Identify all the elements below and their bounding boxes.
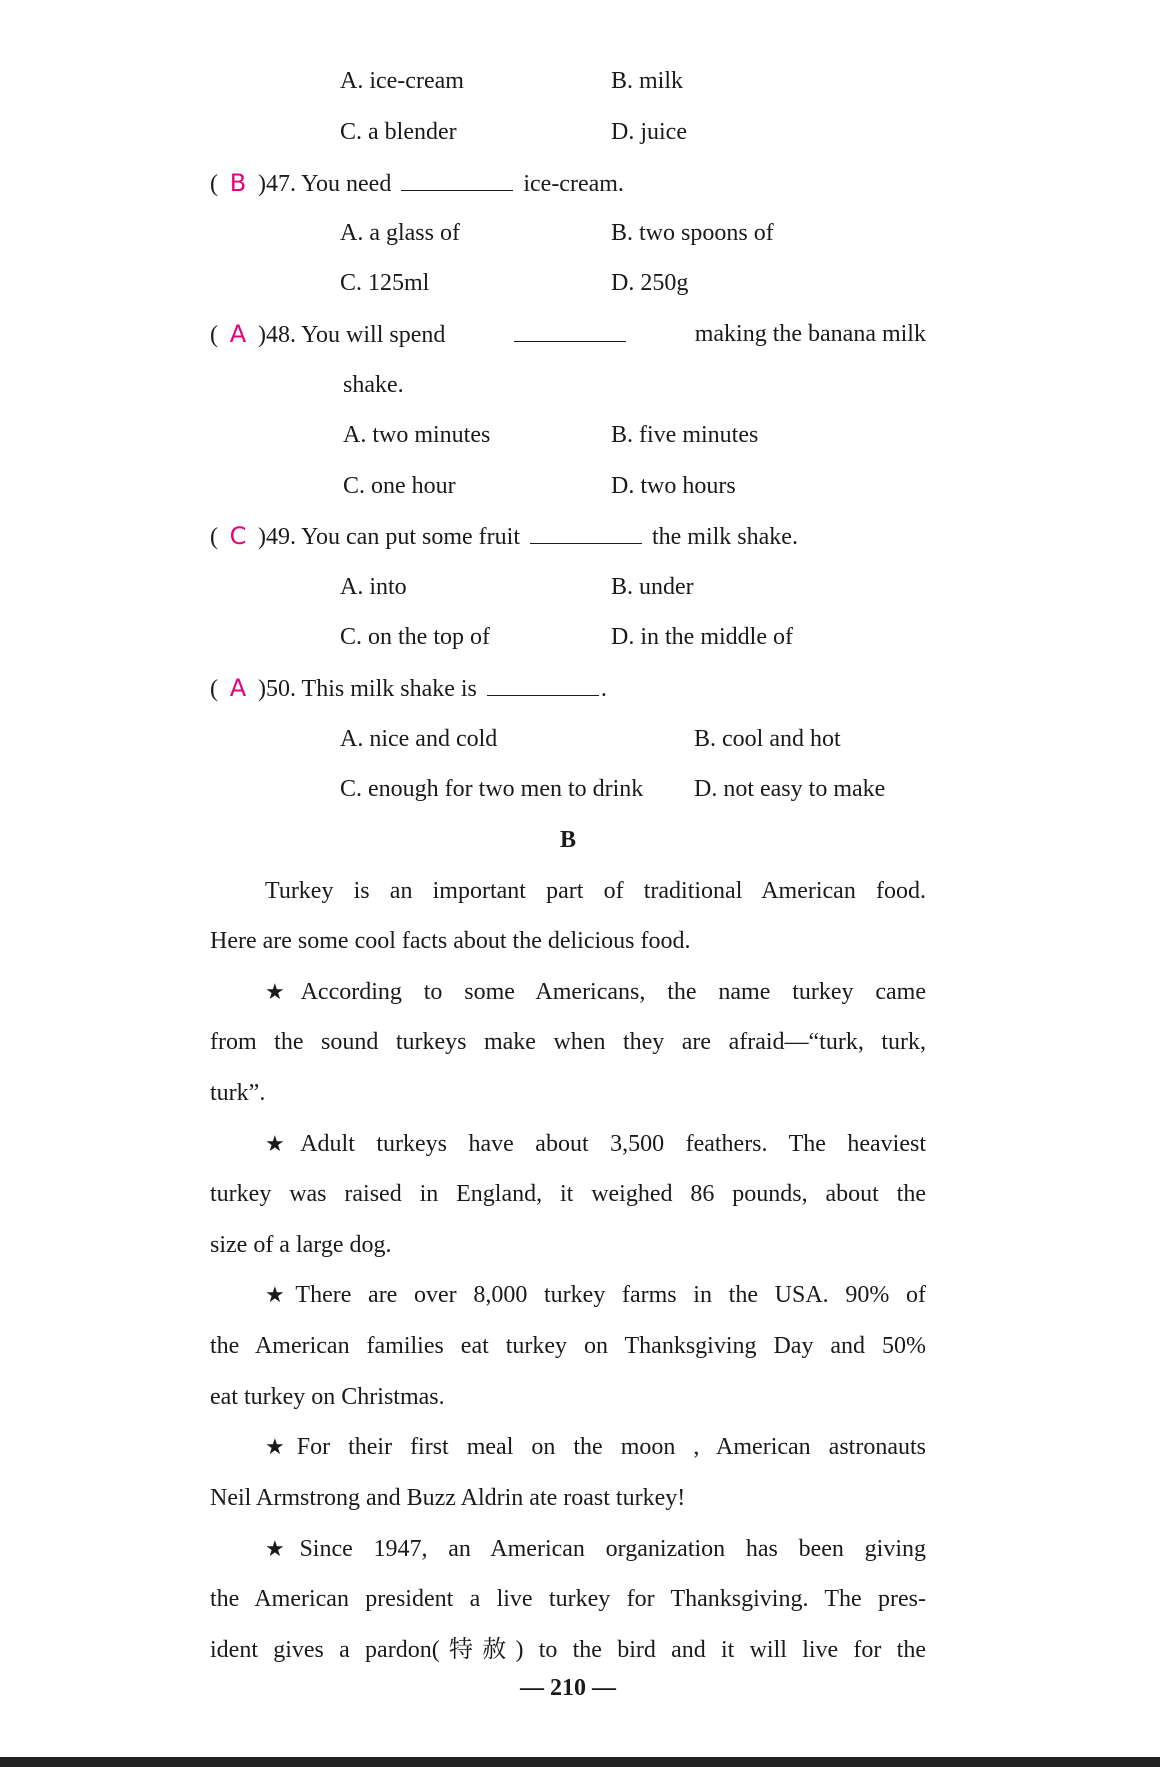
q48-option-b: B. five minutes <box>611 422 759 448</box>
q47-stem <box>210 168 624 199</box>
q47-open-paren: ( <box>210 171 218 197</box>
fact-3-line-1 <box>265 1280 926 1311</box>
q49-blank <box>530 521 642 544</box>
q48-answer: A <box>229 320 247 348</box>
passage-intro-line-1: Turkey is an important part of traditional American food. <box>265 878 926 904</box>
q48-question: )48. You will spend <box>258 322 446 348</box>
section-heading: B <box>559 827 576 853</box>
q49-option-a: A. into <box>340 574 407 600</box>
q50-option-a: A. nice and cold <box>340 726 498 752</box>
q47-after: ice-cream. <box>523 171 624 197</box>
q49-option-b: B. under <box>611 574 694 600</box>
q50-stem <box>210 673 607 704</box>
fact-2-line-1 <box>265 1129 926 1160</box>
bottom-bar <box>0 1757 1160 1767</box>
q50-answer: A <box>229 674 247 702</box>
fact-2-line-3: size of a large dog. <box>210 1232 392 1258</box>
fact-5-line-3: ident gives a pardon(特赦) to the bird and it will live for the <box>210 1637 926 1663</box>
q50-open-paren: ( <box>210 676 218 702</box>
q46-option-c: C. a blender <box>340 119 457 145</box>
q47-question: )47. You need <box>258 171 392 197</box>
q46-option-d: D. juice <box>611 119 687 145</box>
fact-5-text-1: Since 1947, an American organization has been giving <box>299 1536 926 1562</box>
q48-option-d: D. two hours <box>611 473 736 499</box>
q47-answer: B <box>229 169 247 197</box>
q47-option-a: A. a glass of <box>340 220 460 246</box>
q47-blank <box>401 168 513 191</box>
q48-option-a: A. two minutes <box>343 422 491 448</box>
fact-5-line-1 <box>265 1534 926 1565</box>
fact-4-line-2: Neil Armstrong and Buzz Aldrin ate roast turkey! <box>210 1485 686 1511</box>
q48-stem <box>210 319 926 350</box>
q49-option-c: C. on the top of <box>340 624 490 650</box>
q48-after: making the banana milk <box>694 321 926 347</box>
fact-4-line-1 <box>265 1432 926 1463</box>
fact-1-line-1 <box>265 977 926 1008</box>
q50-blank <box>487 673 599 696</box>
star-icon: ★ <box>265 1537 300 1562</box>
q47-option-b: B. two spoons of <box>611 220 774 246</box>
fact-1-line-2: from the sound turkeys make when they are afraid—“turk, turk, <box>210 1029 926 1055</box>
q50-after: . <box>600 676 607 702</box>
fact-5-line-2: the American president a live turkey for Thanksgiving. The pres- <box>210 1586 926 1612</box>
fact-3-line-2: the American families eat turkey on Thanksgiving Day and 50% <box>210 1333 926 1359</box>
page-number: — 210 — <box>520 1675 616 1701</box>
passage-intro-line-2: Here are some cool facts about the delicious food. <box>210 928 691 954</box>
fact-3-text-1: There are over 8,000 turkey farms in the USA. 90% of <box>295 1282 926 1308</box>
star-icon: ★ <box>265 1132 301 1157</box>
q50-option-d: D. not easy to make <box>694 776 886 802</box>
q46-option-a: A. ice-cream <box>340 68 464 94</box>
q49-option-d: D. in the middle of <box>611 624 793 650</box>
q48-open-paren: ( <box>210 322 218 348</box>
q49-after: the milk shake. <box>651 524 798 550</box>
q48-option-c: C. one hour <box>343 473 456 499</box>
star-icon: ★ <box>265 1435 297 1460</box>
q47-option-c: C. 125ml <box>340 270 430 296</box>
q48-blank <box>514 319 626 342</box>
q46-option-b: B. milk <box>611 68 684 94</box>
q48-continuation: shake. <box>343 372 404 398</box>
q50-option-c: C. enough for two men to drink <box>340 776 644 802</box>
q49-answer: C <box>229 522 247 550</box>
fact-1-line-3: turk”. <box>210 1080 266 1106</box>
fact-3-line-3: eat turkey on Christmas. <box>210 1384 445 1410</box>
q47-option-d: D. 250g <box>611 270 689 296</box>
q50-option-b: B. cool and hot <box>694 726 841 752</box>
star-icon: ★ <box>265 1283 296 1308</box>
q49-stem <box>210 521 798 552</box>
fact-2-text-1: Adult turkeys have about 3,500 feathers. The heaviest <box>300 1131 927 1157</box>
q49-open-paren: ( <box>210 524 218 550</box>
fact-2-line-2: turkey was raised in England, it weighed 86 pounds, about the <box>210 1181 926 1207</box>
fact-4-text-1: For their first meal on the moon , American astronauts <box>296 1434 926 1460</box>
q50-question: )50. This milk shake is <box>258 676 477 702</box>
fact-1-text-1: According to some Americans, the name turkey came <box>300 979 926 1005</box>
q49-question: )49. You can put some fruit <box>258 524 520 550</box>
star-icon: ★ <box>265 980 301 1005</box>
